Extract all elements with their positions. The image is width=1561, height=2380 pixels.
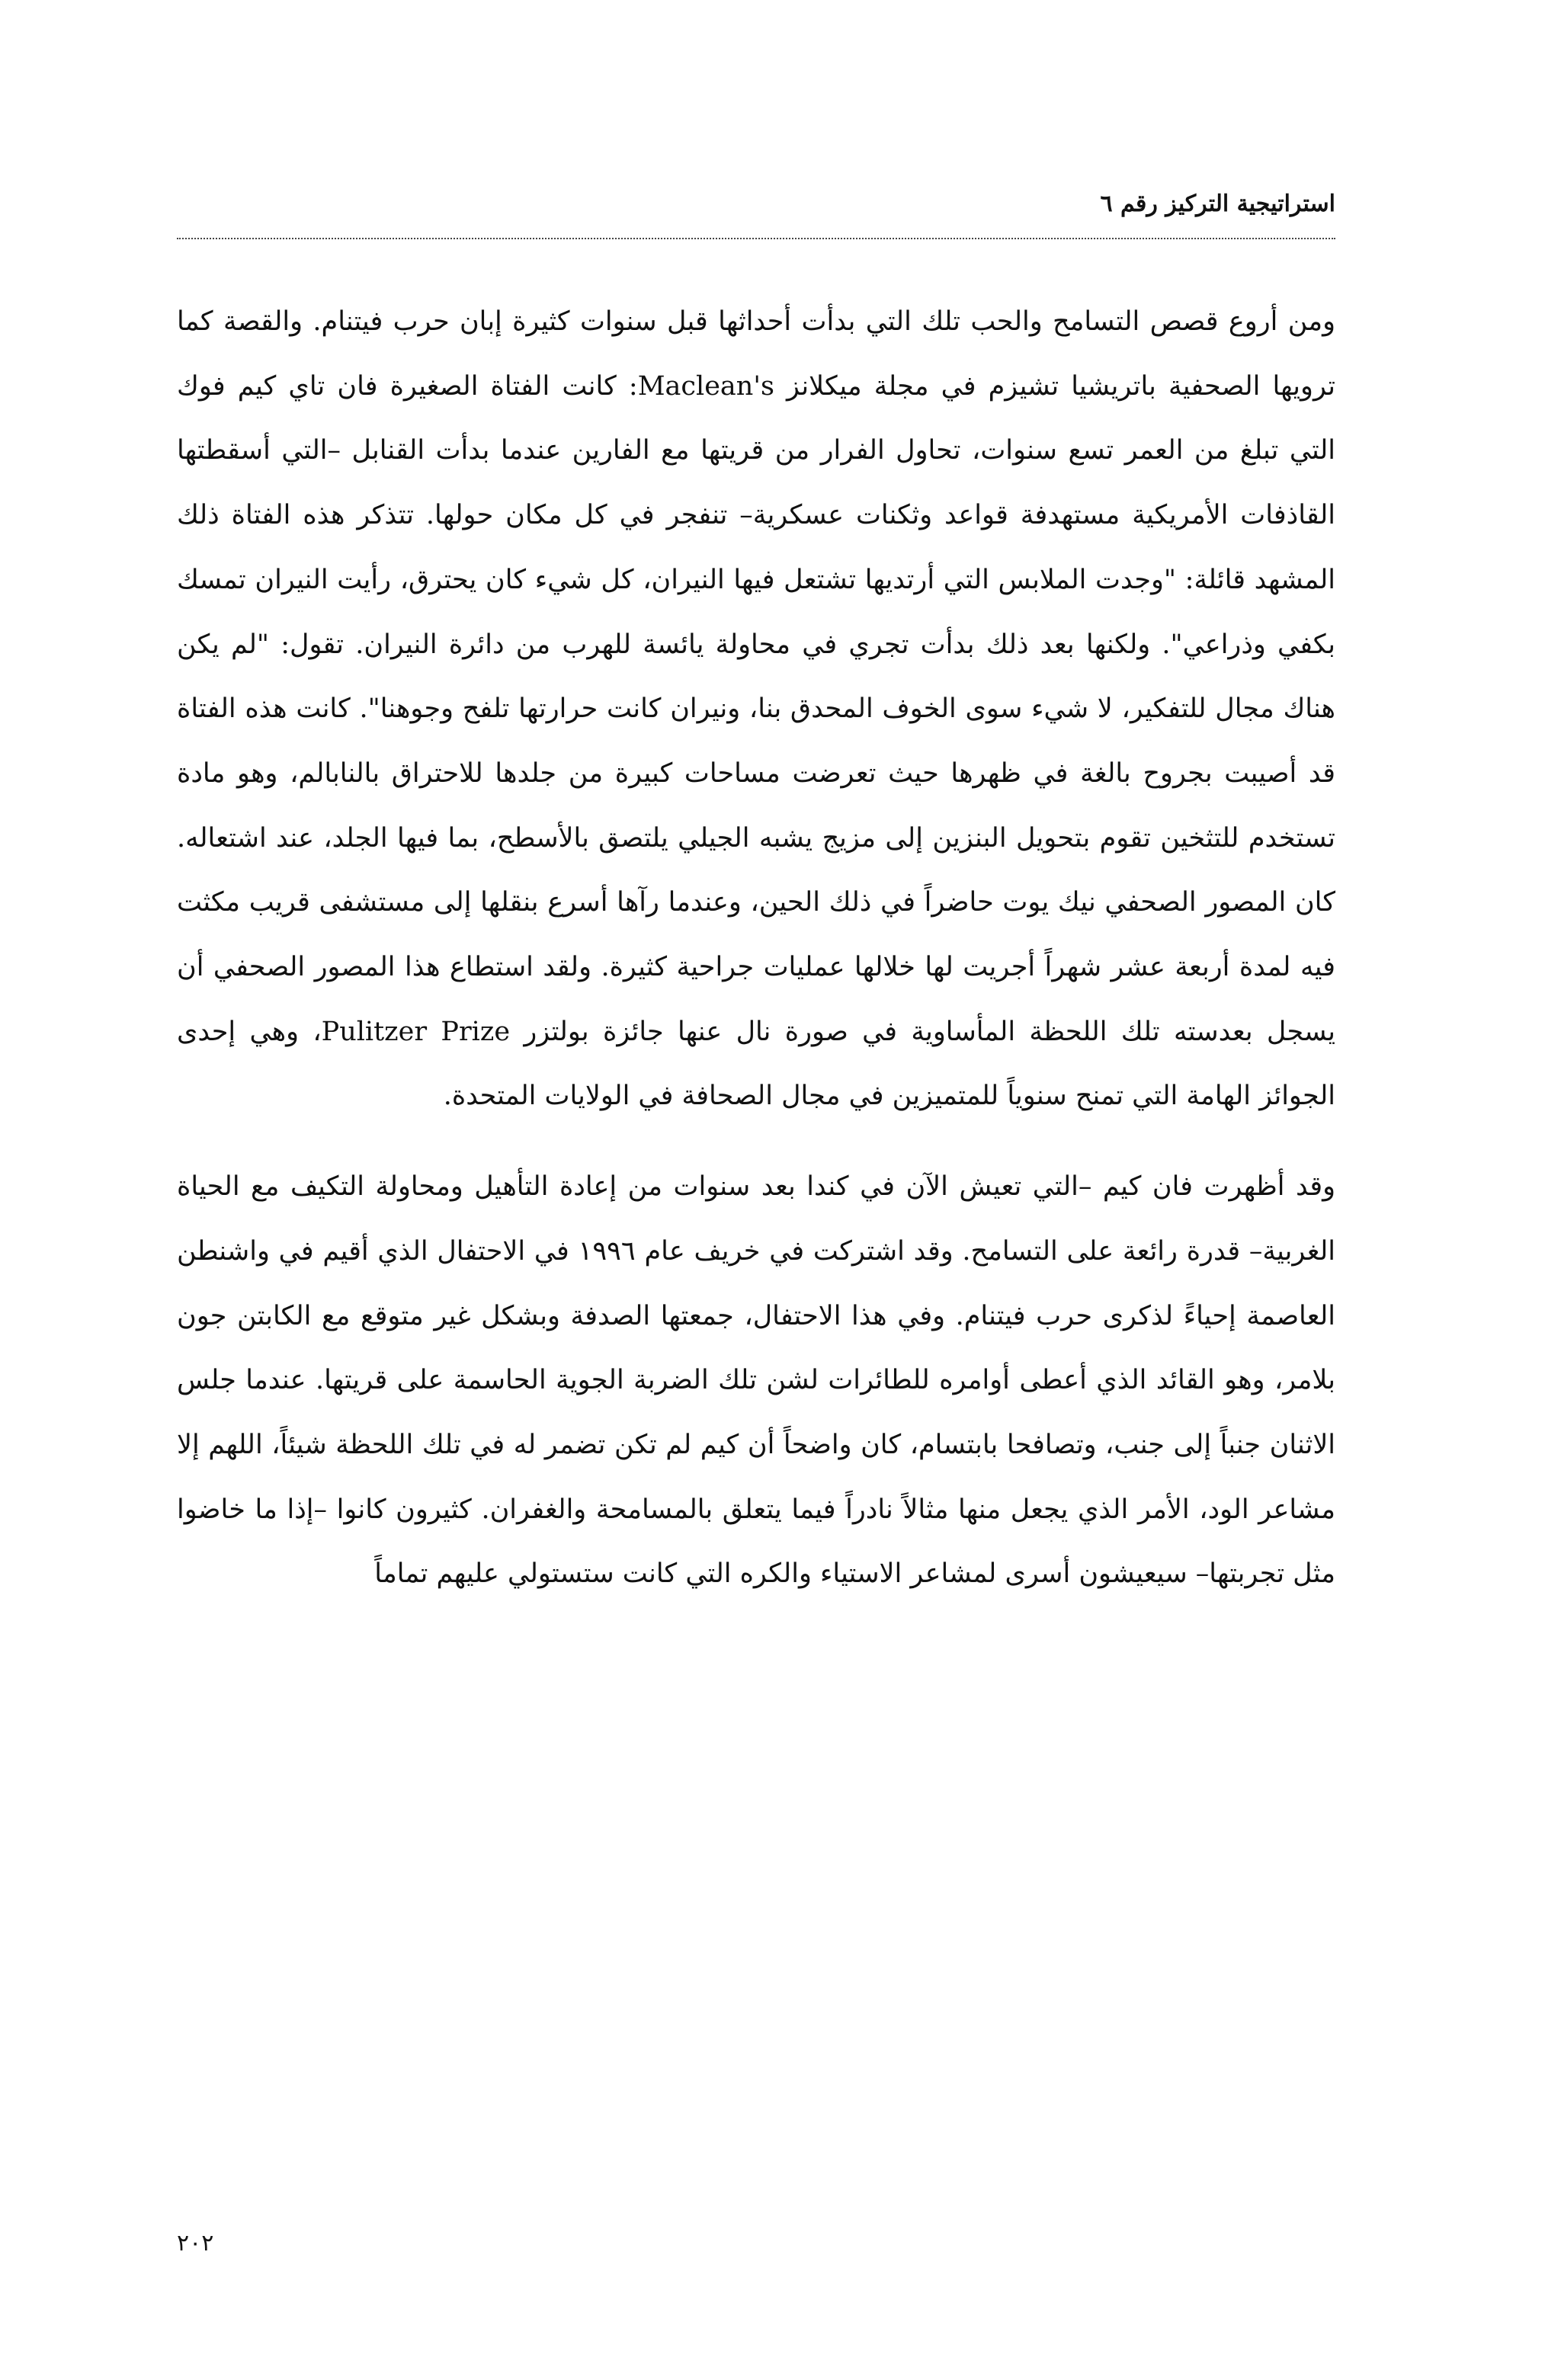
running-header: استراتيجية التركيز رقم ٦ — [1100, 191, 1335, 217]
header-divider — [177, 238, 1335, 239]
page-number: ٢٠٢ — [177, 2230, 214, 2257]
body-text — [177, 290, 1335, 1606]
paragraph-1: ومن أروع قصص التسامح والحب تلك التي بدأت أحداثها قبل سنوات كثيرة إبان حرب فيتنام. والقصة كما ترويها الصحفية باتريشيا تشيزم في مجلة ميكلانز Maclean's: كانت الفتاة الصغيرة فان تاي كيم فوك التي تبلغ من العمر تسع سنوات، تحاول الفرار من قريتها مع الفارين عندما بدأت القنابل –التي أسقطتها القاذفات الأمريكية مستهدفة قواعد وثكنات عسكرية– تنفجر في كل مكان حولها. تتذكر هذه الفتاة ذلك المشهد قائلة: "وجدت الملابس التي أرتديها تشتعل فيها النيران، كل شيء كان يحترق، رأيت النيران تمسك بكفي وذراعي". ولكنها بعد ذلك بدأت تجري في محاولة يائسة للهرب من دائرة النيران. تقول: "لم يكن هناك مجال للتفكير، لا شيء سوى الخوف المحدق بنا، ونيران كانت حرارتها تلفح وجوهنا". كانت هذه الفتاة قد أصيبت بجروح بالغة في ظهرها حيث تعرضت مساحات كبيرة من جلدها للاحتراق بالنابالم، وهو مادة تستخدم للتثخين تقوم بتحويل البنزين إلى مزيج يشبه الجيلي يلتصق بالأسطح، بما فيها الجلد، عند اشتعاله. كان المصور الصحفي نيك يوت حاضراً في ذلك الحين، وعندما رآها أسرع بنقلها إلى مستشفى قريب مكثت فيه لمدة أربعة عشر شهراً أجريت لها خلالها عمليات جراحية كثيرة. ولقد استطاع هذا المصور الصحفي أن يسجل بعدسته تلك اللحظة المأساوية في صورة نال عنها جائزة بولتزر Pulitzer Prize، وهي إحدى الجوائز الهامة التي تمنح سنوياً للمتميزين في مجال الصحافة في الولايات المتحدة. — [177, 306, 1335, 1112]
paragraph-2: وقد أظهرت فان كيم –التي تعيش الآن في كندا بعد سنوات من إعادة التأهيل ومحاولة التكيف مع الحياة الغربية– قدرة رائعة على التسامح. وقد اشتركت في خريف عام ١٩٩٦ في الاحتفال الذي أقيم في واشنطن العاصمة إحياءً لذكرى حرب فيتنام. وفي هذا الاحتفال، جمعتها الصدفة وبشكل غير متوقع مع الكابتن جون بلامر، وهو القائد الذي أعطى أوامره للطائرات لشن تلك الضربة الجوية الحاسمة على قريتها. عندما جلس الاثنان جنباً إلى جنب، وتصافحا بابتسام، كان واضحاً أن كيم لم تكن تضمر له في تلك اللحظة شيئاً، اللهم إلا مشاعر الود، الأمر الذي يجعل منها مثالاً نادراً فيما يتعلق بالمسامحة والغفران. كثيرون كانوا –إذا ما خاضوا مثل تجربتها– سيعيشون أسرى لمشاعر الاستياء والكره التي كانت ستستولي عليهم تماماً — [177, 1171, 1335, 1590]
